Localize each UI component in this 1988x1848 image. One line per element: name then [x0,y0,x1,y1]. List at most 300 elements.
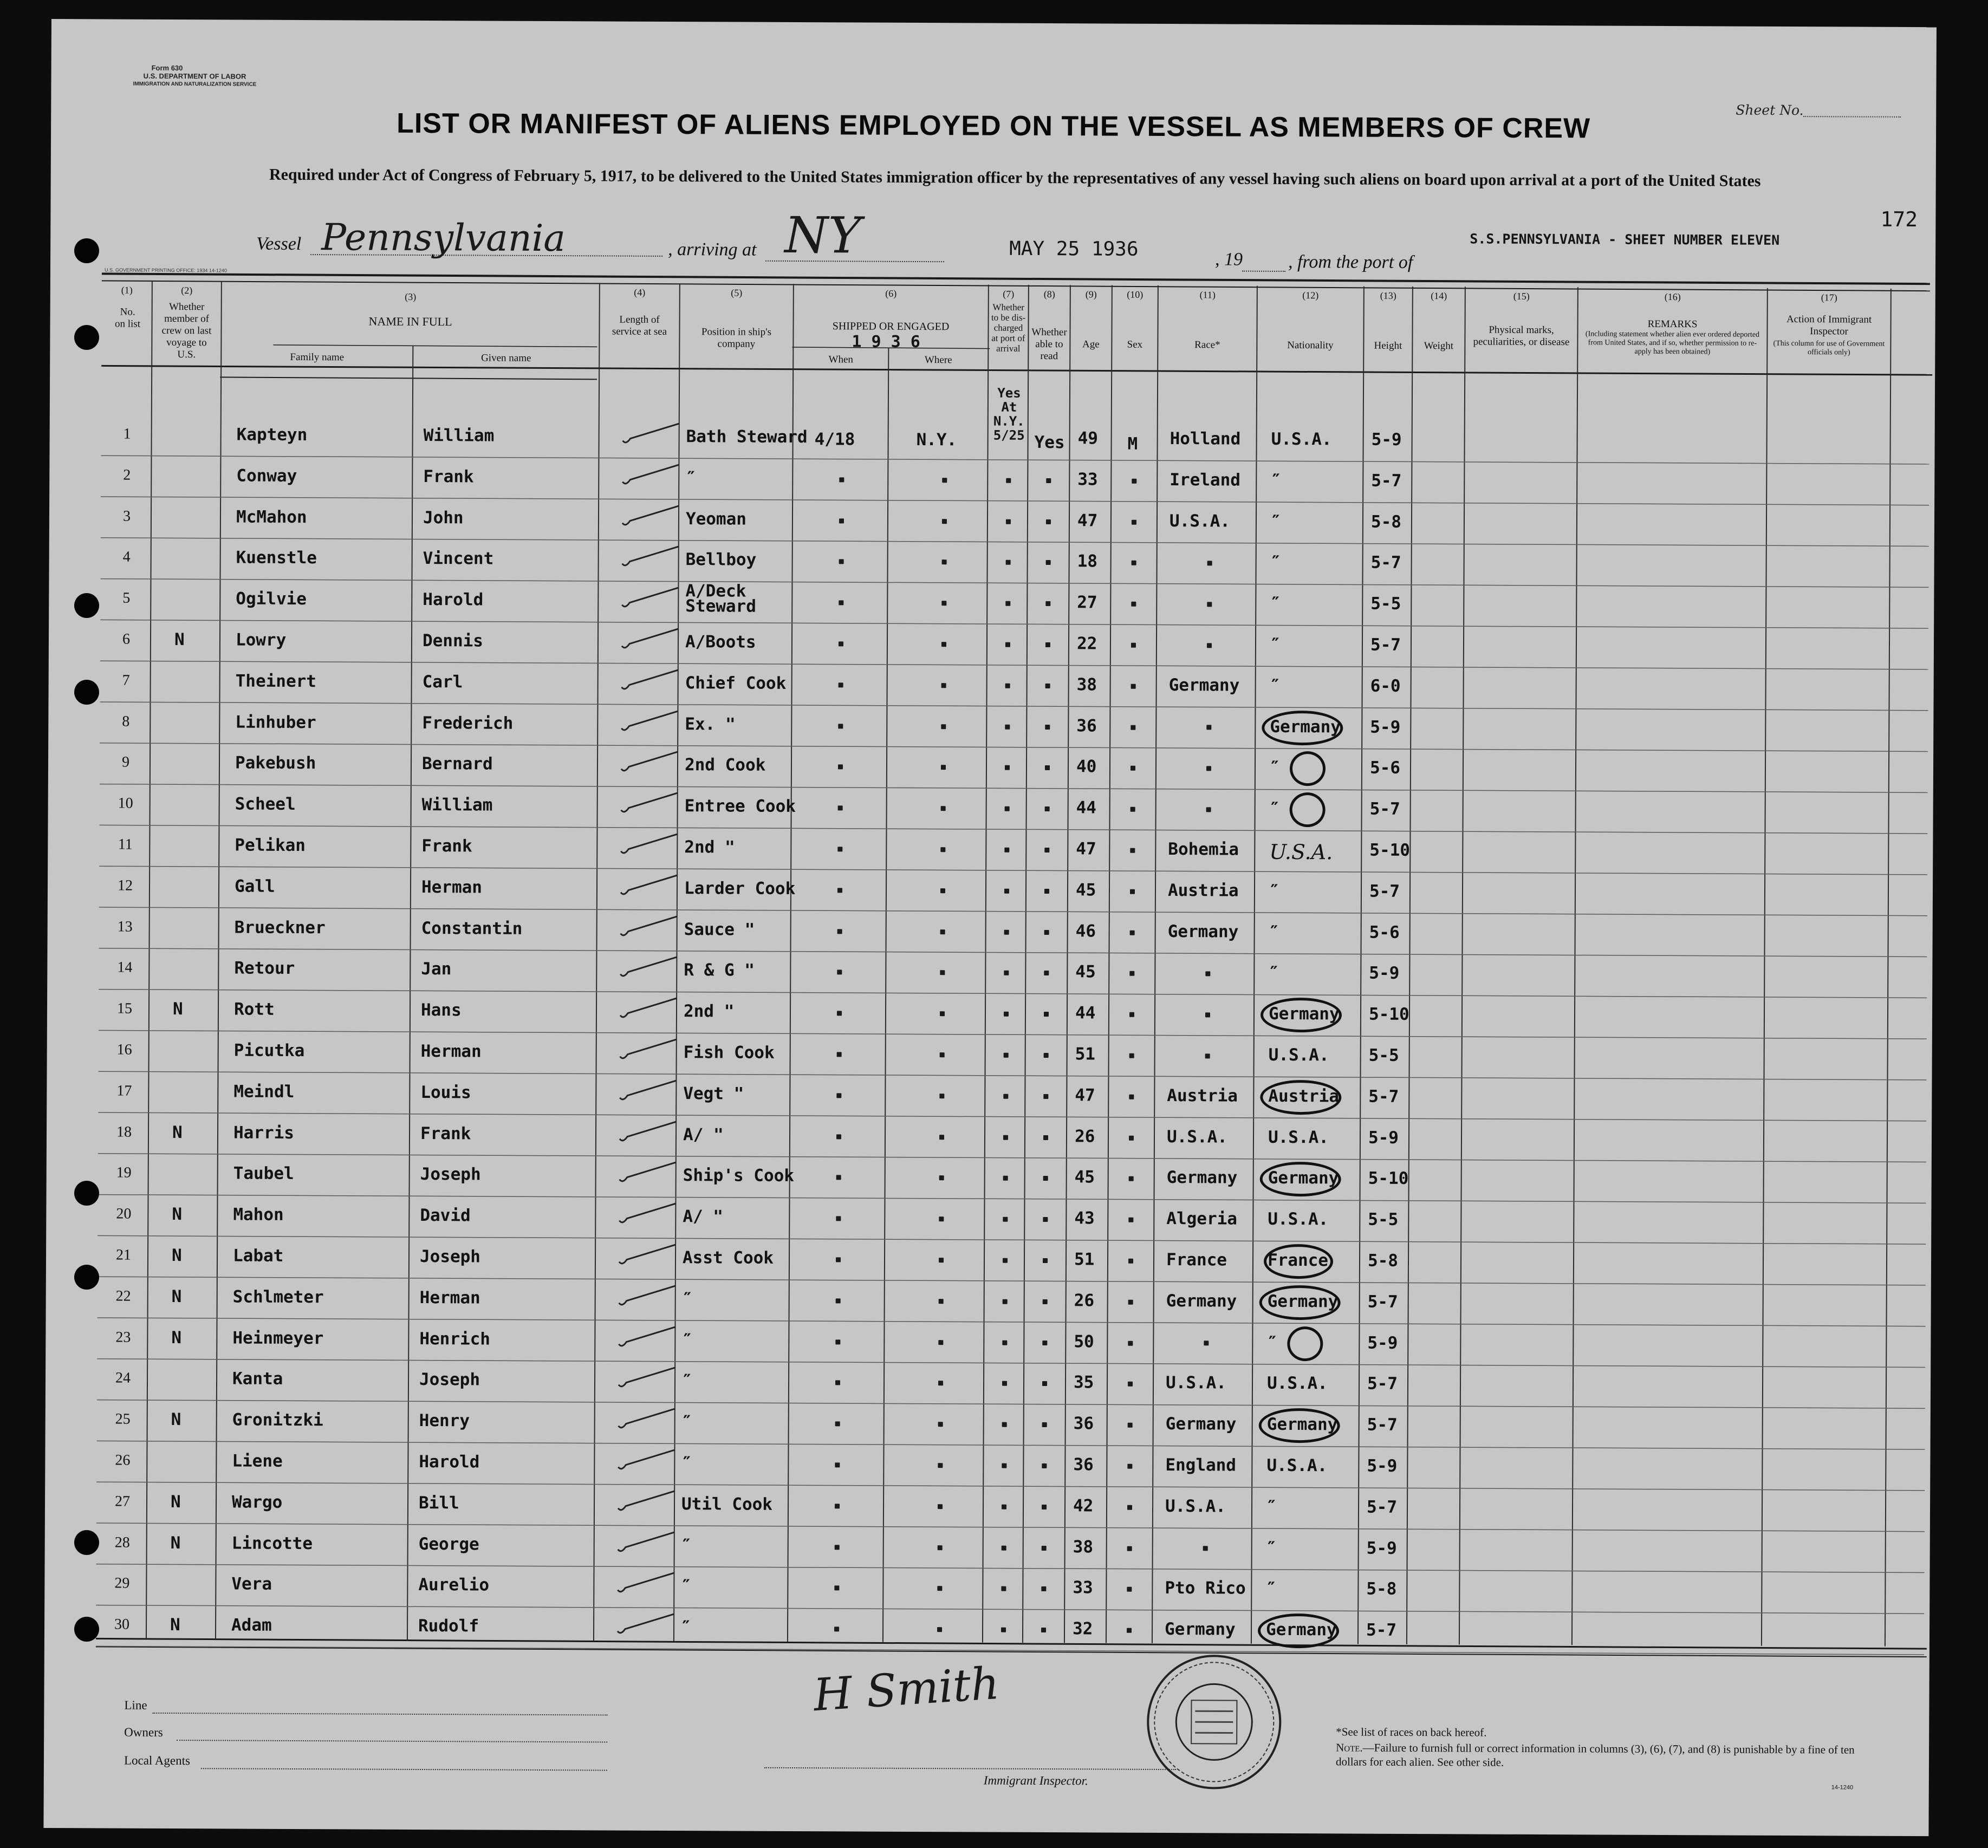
family-name: Rott [233,999,275,1020]
ditto-mark [939,1258,944,1263]
service-name: IMMIGRATION AND NATURALIZATION SERVICE [133,81,257,88]
given-name: Frank [423,466,474,487]
ditto-mark [1006,478,1011,483]
age: 22 [1076,634,1097,654]
nationality-circle [1260,1080,1341,1115]
height: 5-7 [1366,1497,1398,1517]
col6-where-heading: Where [924,354,952,366]
page-number: 172 [1880,207,1918,232]
ditto-mark [1044,1053,1049,1058]
row-number: 20 [116,1205,132,1222]
height: 5-7 [1369,799,1400,819]
family-name: Linhuber [235,712,316,732]
ditto-mark [1128,1341,1133,1345]
ditto-mark [1205,1053,1210,1058]
col16-note: (Including statement whether alien ever ordered deported from United States, and if so, whether permission to re-apply has been obtained) [1585,330,1760,356]
row-number: 6 [122,630,131,648]
department-name: U.S. DEPARTMENT OF LABOR [143,71,246,81]
row-number: 9 [121,753,130,771]
ditto-mark [938,1381,943,1386]
ditto-mark [1043,1258,1048,1263]
col11-number: (11) [1199,289,1216,301]
position: Asst Cook [682,1248,774,1268]
nationality: U.S.A. [1266,1374,1328,1394]
ditto-mark [1131,643,1136,648]
ditto-mark [1127,1546,1132,1551]
col8-heading: Whether able to read [1031,326,1067,362]
given-name: Joseph [420,1164,481,1185]
ditto-mark [838,806,843,811]
ditto-mark [835,1381,840,1385]
crew-last-voyage: N [171,1245,182,1266]
ditto-mark [1041,1586,1046,1591]
ditto-mark [940,1011,945,1016]
position: ″ [681,1412,692,1432]
given-name: Herman [421,877,483,897]
col17-note: (This column for use of Government officials only) [1773,339,1885,357]
ditto-mark [1044,889,1049,894]
service-check-mark [613,1610,684,1643]
height: 5-7 [1367,1292,1398,1312]
ditto-mark [939,1094,944,1098]
nationality-circle [1290,751,1326,786]
ditto-mark [942,560,947,565]
races-note: *See list of races on back hereof. [1336,1725,1487,1739]
ditto-mark [1207,561,1212,565]
punch-hole [74,1617,99,1642]
service-check-mark [615,1158,686,1191]
ditto-mark [1207,643,1212,648]
age: 36 [1073,1414,1094,1434]
age: 42 [1073,1496,1094,1516]
ditto-mark [1005,806,1010,811]
family-name: Picutka [233,1040,305,1061]
ditto-mark [940,971,945,975]
ditto-mark [837,1052,842,1057]
row-number: 25 [115,1410,131,1428]
ditto-mark [839,518,844,523]
ditto-mark [1002,1340,1007,1345]
punch-hole [74,1530,99,1555]
form-number: Form 630 [151,63,183,73]
position: ″ [682,1289,693,1309]
family-name: Gall [234,876,275,896]
age: 38 [1076,675,1097,695]
ditto-mark [839,601,843,606]
manifest-sheet [43,19,1937,1836]
row-number: 4 [122,548,131,566]
ditto-mark [1002,1381,1007,1386]
ditto-mark [1128,1259,1133,1264]
nationality: ″ [1270,511,1281,531]
height: 5-10 [1368,1169,1409,1189]
ditto-mark [1129,1176,1134,1181]
race: U.S.A. [1165,1373,1227,1393]
nationality: U.S.A. [1269,840,1333,864]
service-check-mark [619,419,689,452]
row-number: 29 [114,1574,130,1592]
row-number: 17 [116,1082,132,1099]
age: 26 [1074,1126,1095,1147]
ditto-mark [938,1463,943,1468]
family-name: Liene [232,1451,283,1471]
row-number: 8 [122,713,130,730]
official-seal [1144,1651,1285,1793]
ditto-mark [837,847,842,851]
family-name: McMahon [236,507,307,527]
family-name: Ogilvie [236,589,307,609]
crew-rows [43,19,1937,1836]
ditto-mark [1206,766,1211,771]
age: 33 [1073,1578,1093,1598]
given-name: Louis [420,1082,471,1103]
given-name: George [418,1534,479,1554]
height: 5-9 [1371,430,1402,450]
ditto-mark [1046,560,1051,565]
given-name: Henry [419,1411,470,1431]
ditto-mark [835,1504,840,1508]
inspector-label: Immigrant Inspector. [983,1773,1088,1788]
family-name: Wargo [231,1492,283,1512]
ditto-mark [1129,1135,1134,1140]
age: 32 [1072,1619,1093,1639]
col12-number: (12) [1302,290,1319,301]
ditto-mark [1132,561,1136,565]
nationality: Germany [1270,717,1341,737]
ditto-mark [1205,1012,1210,1017]
ditto-mark [938,1340,943,1345]
nationality: ″ [1269,922,1279,942]
height: 6-0 [1370,676,1401,696]
agents-label: Local Agents [124,1753,191,1768]
nationality: U.S.A. [1271,429,1332,450]
height: 5-5 [1368,1045,1399,1065]
race: Austria [1167,880,1239,901]
nationality: Germany [1266,1415,1338,1435]
ditto-mark [835,1339,840,1344]
given-name: William [423,426,495,446]
nationality-circle [1262,710,1343,745]
given-name: Joseph [419,1246,481,1267]
ditto-mark [1045,642,1050,647]
vessel-name: Pennsylvania [321,216,566,261]
crew-last-voyage: N [172,1205,183,1225]
row-number: 12 [117,877,133,894]
ditto-mark [836,1134,841,1139]
row1-sex: M [1127,434,1138,454]
position: Util Cook [681,1494,773,1514]
age: 49 [1077,428,1099,448]
punch-hole [74,1181,99,1206]
position: Sauce " [684,919,755,940]
ditto-mark [1206,807,1211,812]
col7-number: (7) [1003,288,1015,300]
crew-last-voyage: N [171,1286,182,1306]
col1-number: (1) [121,284,133,296]
owners-label: Owners [124,1725,163,1739]
ditto-mark [837,1011,842,1016]
given-name: Bernard [421,754,493,774]
row1-when: 4/18 [814,430,855,450]
ditto-mark [1004,1012,1009,1017]
ditto-mark [941,724,946,729]
ditto-mark [1042,1546,1047,1551]
row-number: 13 [117,918,133,935]
ditto-mark [1003,1176,1008,1181]
position: 2nd " [684,837,735,857]
height: 5-7 [1369,881,1400,901]
age: 38 [1073,1537,1094,1557]
age: 36 [1076,715,1097,736]
crew-last-voyage: N [172,1122,183,1142]
service-check-mark [616,912,687,945]
given-name: Vincent [423,549,494,569]
family-name: Gronitzki [232,1410,323,1430]
age: 45 [1074,1167,1095,1187]
height: 5-5 [1368,1209,1399,1230]
punch-hole [74,1265,99,1290]
punch-hole [74,238,99,263]
ditto-mark [1045,684,1050,688]
age: 47 [1077,510,1098,531]
family-name: Retour [234,958,295,979]
nationality-circle [1259,1408,1340,1443]
service-check-mark [616,953,686,986]
ditto-mark [1132,519,1136,524]
ditto-mark [1003,1094,1008,1098]
age: 27 [1077,593,1097,613]
family-name: Mahon [233,1205,284,1225]
ditto-mark [941,601,946,606]
family-name: Kanta [232,1369,283,1389]
col15-number: (15) [1513,290,1530,302]
ditto-mark [838,765,843,770]
row-number: 2 [123,466,131,484]
height: 5-9 [1367,1333,1398,1353]
given-name: Aurelio [418,1575,490,1595]
nationality: ″ [1266,1538,1277,1558]
nationality: ″ [1271,470,1282,490]
height: 5-7 [1370,553,1401,573]
crew-last-voyage: N [170,1492,181,1512]
form-title: LIST OR MANIFEST OF ALIENS EMPLOYED ON THE VESSEL AS MEMBERS OF CREW [397,107,1591,145]
ditto-mark [939,1216,944,1221]
position: ″ [681,1371,692,1391]
ditto-mark [1044,971,1049,975]
ditto-mark [1130,889,1135,894]
ditto-mark [1003,1217,1008,1222]
nationality-circle [1264,1244,1333,1279]
age: 33 [1077,470,1098,490]
ditto-mark [941,806,946,811]
ditto-mark [939,1299,944,1304]
ditto-mark [940,847,945,852]
position: 2nd Cook [684,755,766,776]
age: 50 [1074,1331,1094,1352]
nationality: ″ [1269,799,1280,819]
row-number: 15 [116,1000,133,1017]
col12-heading: Nationality [1287,339,1334,352]
given-name: David [420,1206,471,1226]
nationality-circle [1259,1285,1341,1320]
ditto-mark [1002,1463,1006,1468]
service-check-mark [615,1117,686,1150]
position: ″ [681,1453,692,1473]
ditto-mark [1043,1299,1048,1304]
ditto-mark [836,1298,841,1303]
col2-heading: Whether member of crew on last voyage to U.S. [161,301,212,361]
age: 47 [1076,839,1096,859]
ditto-mark [1003,1135,1008,1140]
service-check-mark [617,789,687,822]
row1-discharge: Yes At N.Y. 5/25 [993,385,1025,443]
service-check-mark [616,830,687,863]
service-check-mark [615,1281,685,1314]
ditto-mark [938,1545,943,1550]
ditto-mark [835,1462,840,1467]
service-check-mark [617,747,687,780]
position: Vegt " [683,1083,744,1104]
nationality: U.S.A. [1266,1455,1328,1476]
ditto-mark [1043,1135,1048,1140]
nationality: Germany [1268,1168,1339,1188]
race: Germany [1165,1414,1237,1434]
given-name: Frederich [422,713,514,733]
service-check-mark [615,1199,685,1232]
col9-heading: Age [1082,339,1100,350]
col1-heading: No. on list [114,306,141,330]
ditto-mark [940,1052,945,1057]
nationality-circle [1261,998,1342,1033]
ditto-mark [1004,1053,1009,1058]
row-number: 5 [122,589,131,607]
position: Larder Cook [684,878,796,899]
ditto-mark [837,970,842,975]
col2-number: (2) [181,285,193,296]
age: 35 [1073,1372,1094,1392]
ditto-mark [937,1627,942,1632]
ditto-mark [1005,683,1010,688]
position: 2nd " [683,1001,735,1021]
row1-where: N.Y. [916,430,957,450]
ditto-mark [1003,1299,1008,1304]
nationality-circle [1290,792,1326,827]
age: 46 [1075,921,1096,941]
ditto-mark [1129,1053,1134,1058]
family-name: Harris [233,1123,295,1143]
crew-last-voyage: N [174,630,185,650]
ditto-mark [1207,602,1212,607]
col5-heading: Position in ship's company [701,326,772,350]
age: 51 [1075,1044,1096,1064]
service-check-mark [615,1240,685,1273]
nationality: France [1267,1250,1329,1271]
col17-heading: Action of Immigrant Inspector [1786,313,1872,337]
given-name: John [423,507,464,528]
given-name: Frank [421,836,472,856]
row-number: 16 [116,1041,132,1058]
given-name: Joseph [419,1370,480,1390]
age: 45 [1075,880,1096,900]
nationality-circle [1258,1613,1339,1649]
service-check-mark [613,1569,684,1602]
nationality: ″ [1269,963,1279,983]
ditto-mark [1005,724,1010,729]
ditto-mark [1129,1012,1134,1017]
ditto-mark [1206,725,1211,730]
position: Ship's Cook [683,1166,795,1186]
service-check-mark [618,542,688,575]
race: Germany [1166,1168,1238,1188]
nationality: U.S.A. [1268,1127,1329,1147]
nationality: U.S.A. [1268,1209,1329,1229]
row-number: 14 [117,959,133,977]
service-check-mark [616,994,686,1027]
ditto-mark [942,519,947,524]
ditto-mark [839,641,843,646]
line-label: Line [124,1698,147,1712]
height: 5-10 [1369,840,1411,860]
crew-last-voyage: N [171,1328,182,1348]
nationality: Germany [1268,1004,1340,1024]
ditto-mark [1131,602,1136,607]
service-check-mark [618,501,688,534]
height: 5-6 [1369,758,1401,778]
age: 40 [1076,757,1097,777]
family-name: Adam [231,1615,272,1635]
ditto-mark [1128,1382,1133,1387]
ditto-mark [1042,1341,1047,1345]
family-name: Taubel [233,1163,294,1184]
col11-heading: Race* [1194,339,1220,351]
ditto-mark [1043,1217,1048,1222]
row-number: 1 [123,425,131,443]
ditto-mark [837,929,842,934]
col3-given-heading: Given name [481,352,531,364]
race: Pto Rico [1165,1578,1246,1599]
ditto-mark [1127,1464,1132,1469]
nationality: Germany [1265,1619,1337,1640]
race: England [1165,1455,1237,1475]
nationality: ″ [1266,1496,1277,1517]
ditto-mark [1045,601,1050,606]
position: ″ [681,1576,692,1596]
note-text: —Failure to furnish full or correct information in columns (3), (6), (7), and (8) is punishable by a fine of ten dollars for each alien. See other side. [1335,1741,1855,1769]
given-name: Jan [421,959,452,979]
col6-number: (6) [885,288,897,299]
row-number: 7 [122,672,130,689]
service-check-mark [618,460,688,493]
ditto-mark [1004,888,1009,893]
height: 5-8 [1366,1579,1397,1599]
race: France [1166,1250,1227,1270]
service-check-mark [614,1486,684,1519]
position: ″ [682,1330,693,1350]
row-number: 30 [114,1616,130,1633]
note-label: Note. [1336,1741,1363,1754]
height: 5-9 [1370,717,1401,737]
position: ″ [680,1617,691,1637]
ditto-mark [1041,1628,1046,1632]
date-stamp: MAY 25 1936 [1009,237,1139,261]
height: 5-7 [1371,471,1402,491]
col5-number: (5) [731,287,743,298]
age: 44 [1076,798,1097,818]
race: U.S.A. [1166,1127,1228,1147]
fine-note [1336,1740,1877,1771]
ditto-mark [834,1627,839,1632]
height: 5-7 [1367,1374,1398,1394]
